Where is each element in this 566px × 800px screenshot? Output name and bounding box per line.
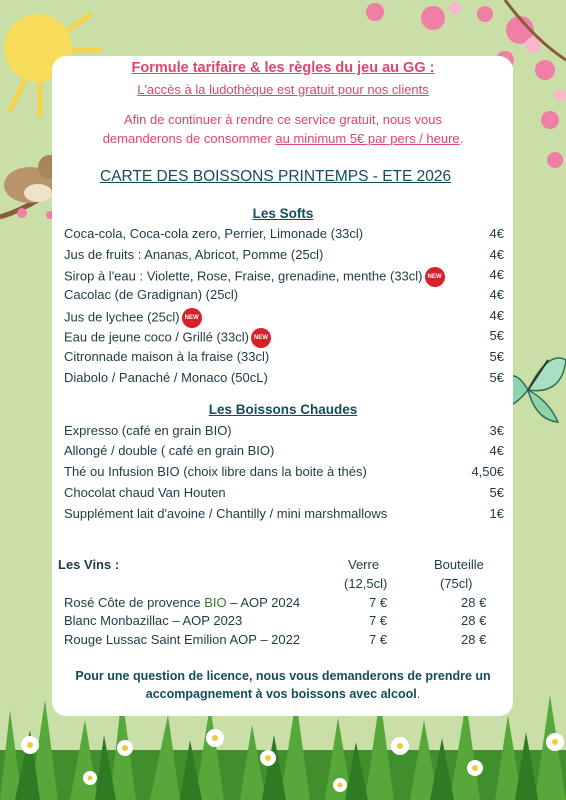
softs-row xyxy=(64,349,504,369)
bio-label: BIO xyxy=(204,595,227,610)
wine-name-end: – AOP 2024 xyxy=(226,595,301,610)
wine-name: Rouge Lussac Saint Emilion AOP – 2022 xyxy=(64,632,301,647)
menu-title: CARTE DES BOISSONS PRINTEMPS - ETE 2026 xyxy=(100,168,452,185)
wine-glass-price: 7 € xyxy=(369,595,388,610)
item-name: Eau de jeune coco / Grillé (33cl) xyxy=(64,329,249,345)
wines-heading: Les Vins : xyxy=(58,557,120,572)
item-name: Cacolac (de Gradignan) (25cl) xyxy=(64,287,239,302)
wine-bottle-price: 28 € xyxy=(461,613,487,628)
softs-row xyxy=(64,328,504,348)
item-name: Allongé / double ( café en grain BIO) xyxy=(64,443,275,458)
new-badge: NEW xyxy=(251,328,271,348)
item-name: Sirop à l'eau : Violette, Rose, Fraise, grenadine, menthe (33cl) xyxy=(64,268,423,284)
item-price: 5€ xyxy=(489,370,504,385)
item-name: Coca-cola, Coca-cola zero, Perrier, Limonade (33cl) xyxy=(64,226,364,241)
item-name: Diabolo / Panaché / Monaco (50cL) xyxy=(64,370,268,385)
minimum-spend-note: au minimum 5€ par pers / heure xyxy=(275,131,460,146)
item-name: Expresso (café en grain BIO) xyxy=(64,423,232,438)
item-price: 4€ xyxy=(489,226,504,241)
intro-line-1: Afin de continuer à rendre ce service gratuit, nous vous xyxy=(124,112,442,127)
item-row-content xyxy=(64,328,271,348)
intro-line-2-end: . xyxy=(459,131,464,146)
licence-note-line-2-text: accompagnement à vos boissons avec alcool xyxy=(145,687,417,701)
item-name: Citronnade maison à la fraise (33cl) xyxy=(64,349,270,364)
wine-glass-price: 7 € xyxy=(369,613,388,628)
item-price: 4€ xyxy=(489,308,504,323)
licence-note-line-2-end: . xyxy=(416,687,421,701)
softs-row xyxy=(64,287,504,307)
new-badge: NEW xyxy=(425,267,445,287)
softs-row xyxy=(64,308,504,328)
hot-drinks-heading: Les Boissons Chaudes xyxy=(208,402,358,417)
hot-drinks-row xyxy=(64,464,504,484)
wine-name xyxy=(64,595,300,610)
intro-line-2-start: demanderons de consommer xyxy=(102,131,276,146)
item-price: 4€ xyxy=(489,287,504,302)
item-row-content xyxy=(64,308,202,328)
item-price: 4,50€ xyxy=(471,464,504,479)
item-price: 5€ xyxy=(489,485,504,500)
item-price: 1€ xyxy=(489,506,504,521)
softs-row xyxy=(64,247,504,267)
rules-title: Formule tarifaire & les règles du jeu au GG : xyxy=(131,60,435,76)
wine-glass-price: 7 € xyxy=(369,632,388,647)
item-row-content xyxy=(64,267,445,287)
item-name: Thé ou Infusion BIO (choix libre dans la boite à thés) xyxy=(64,464,367,479)
new-badge: NEW xyxy=(182,308,202,328)
softs-heading: Les Softs xyxy=(252,206,314,221)
item-price: 4€ xyxy=(489,443,504,458)
item-name: Jus de fruits : Ananas, Abricot, Pomme (25cl) xyxy=(64,247,324,262)
softs-row xyxy=(64,226,504,246)
bottle-size-label: (75cl) xyxy=(440,576,473,591)
hot-drinks-row xyxy=(64,423,504,443)
item-price: 5€ xyxy=(489,328,504,343)
wine-bottle-price: 28 € xyxy=(461,632,487,647)
hot-drinks-row xyxy=(64,485,504,505)
intro-line-2 xyxy=(0,131,566,146)
hot-drinks-row xyxy=(64,506,504,526)
softs-row xyxy=(64,370,504,390)
item-name: Jus de lychee (25cl) xyxy=(64,309,180,325)
item-name: Supplément lait d'avoine / Chantilly / mini marshmallows xyxy=(64,506,388,521)
glass-column-header: Verre xyxy=(348,557,380,572)
softs-row xyxy=(64,267,504,287)
item-price: 5€ xyxy=(489,349,504,364)
wine-name-start: Rosé Côte de provence xyxy=(64,595,205,610)
hot-drinks-row xyxy=(64,443,504,463)
licence-note-line-1: Pour une question de licence, nous vous demanderons de prendre un xyxy=(75,669,491,683)
wine-name: Blanc Monbazillac – AOP 2023 xyxy=(64,613,243,628)
glass-size-label: (12,5cl) xyxy=(344,576,388,591)
item-price: 4€ xyxy=(489,247,504,262)
item-price: 4€ xyxy=(489,267,504,282)
item-name: Chocolat chaud Van Houten xyxy=(64,485,226,500)
wine-bottle-price: 28 € xyxy=(461,595,487,610)
bottle-column-header: Bouteille xyxy=(434,557,484,572)
free-access-note: L'accès à la ludothèque est gratuit pour nos clients xyxy=(137,82,429,97)
item-price: 3€ xyxy=(489,423,504,438)
licence-note-line-2 xyxy=(0,687,566,701)
